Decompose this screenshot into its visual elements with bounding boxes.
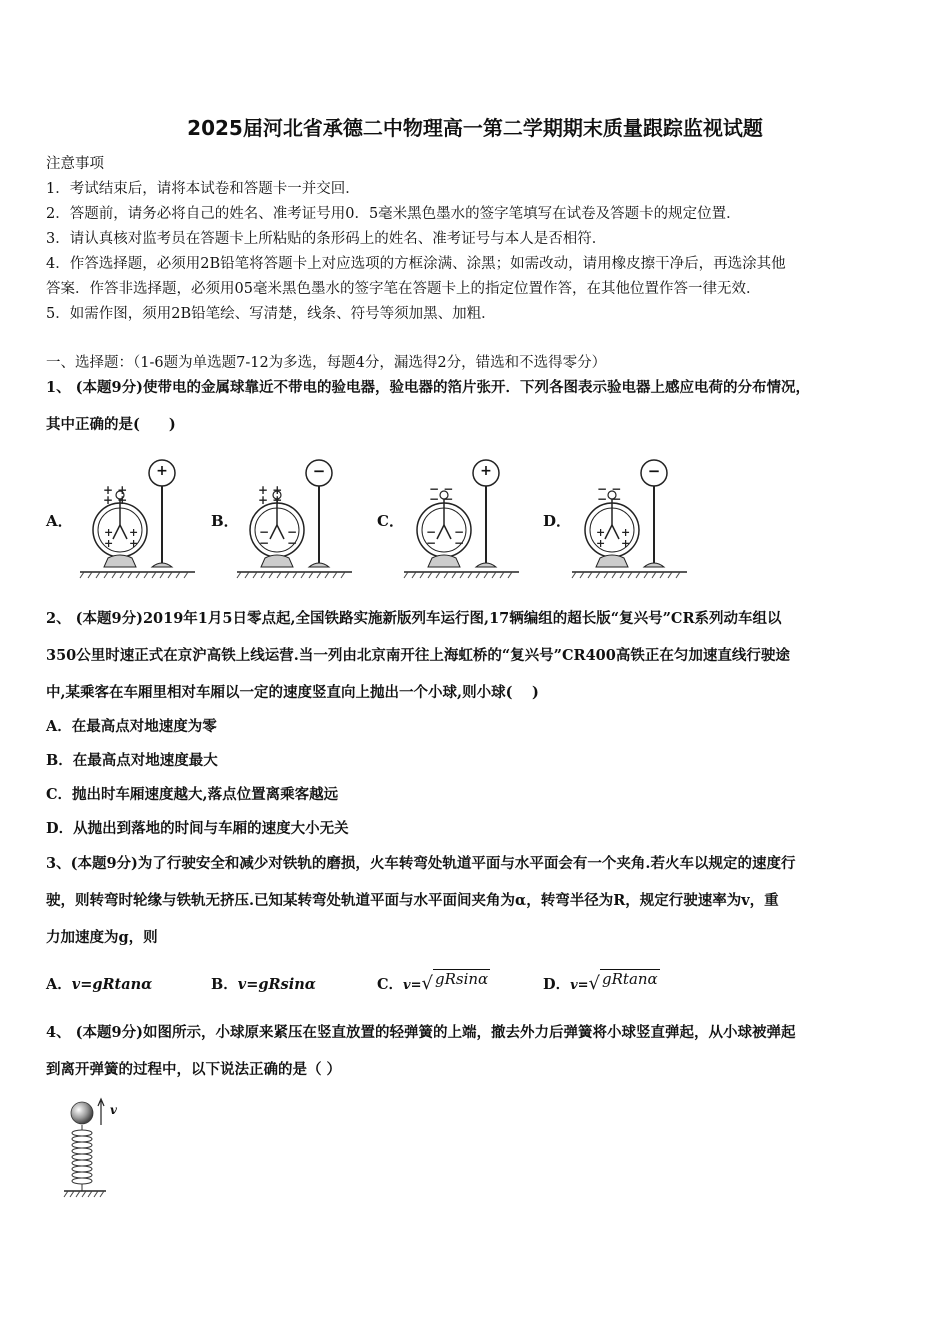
- q3-option-d-radicand: gRtanα: [602, 970, 658, 988]
- q3-option-a: [46, 973, 152, 994]
- q1-option-b-label: B．: [211, 512, 239, 530]
- notice-item: 5．如需作图，须用2B铅笔绘、写清楚，线条、符号等须加黑、加粗．: [46, 306, 496, 322]
- ball-sign-a: +: [156, 463, 168, 479]
- sqrt-sign: √: [588, 973, 601, 994]
- q4-stem-2: 到离开弹簧的过程中，以下说法正确的是（ ）: [46, 1061, 342, 1078]
- svg-text:+ +: + +: [103, 483, 128, 497]
- q3-option-c-radicand: gRsinα: [434, 970, 489, 988]
- q2-option-d: D．从抛出到落地的时间与车厢的速度大小无关: [46, 820, 349, 837]
- ball-sign-b: −: [312, 462, 326, 480]
- electroscope-figure-a: [80, 455, 200, 580]
- ball-sign-d: −: [647, 462, 661, 480]
- svg-text:+: +: [129, 537, 139, 550]
- svg-text:−: −: [454, 525, 465, 539]
- svg-text:+ +: + +: [258, 483, 283, 497]
- svg-text:−: −: [259, 525, 270, 539]
- q3-option-d-prefix: v=: [570, 978, 589, 993]
- notice-item: 4．作答选择题，必须用2B铅笔将答题卡上对应选项的方框涂满、涂黑；如需改动，请用橡皮擦干净后，再选涂其他: [46, 256, 786, 272]
- q3-stem-2: 驶，则转弯时轮缘与铁轨无挤压.已知某转弯处轨道平面与水平面间夹角为α，转弯半径为R，规定行驶速率为v，重: [46, 892, 779, 909]
- svg-text:− −: − −: [429, 482, 454, 496]
- svg-text:+: +: [596, 526, 606, 539]
- q1-option-d-label: D．: [543, 512, 572, 530]
- ball-sign-c: +: [480, 463, 492, 479]
- notice-item: 答案．作答非选择题，必须用05毫米黑色墨水的签字笔在答题卡上的指定位置作答，在其他位置作答一律无效．: [46, 281, 761, 297]
- svg-text:+: +: [621, 537, 631, 550]
- q3-option-d: [543, 970, 660, 994]
- q2-option-a: A．在最高点对地速度为零: [46, 718, 217, 735]
- q3-option-b: [211, 973, 316, 994]
- q2-option-c: C．抛出时车厢速度越大,落点位置离乘客越远: [46, 786, 339, 803]
- sqrt-sign: √: [421, 973, 433, 994]
- svg-text:−: −: [426, 525, 437, 539]
- electroscope-figure-b: [237, 455, 357, 580]
- svg-text:− −: − −: [429, 492, 454, 506]
- q1-option-a-label: A．: [46, 512, 73, 530]
- q3-option-c-label: C．: [377, 976, 404, 993]
- svg-text:−: −: [287, 525, 298, 539]
- section-heading: 一、选择题：（1-6题为单选题7-12为多选，每题4分，漏选得2分，错选和不选得零分）: [46, 355, 607, 371]
- notice-item: 2．答题前，请务必将自己的姓名、准考证号用0．5毫米黑色墨水的签字笔填写在试卷及答题卡的规定位置．: [46, 206, 741, 222]
- svg-text:−: −: [426, 536, 437, 550]
- svg-text:+: +: [129, 526, 139, 539]
- q1-option-c-label: C．: [377, 512, 404, 530]
- spring-ball-figure: [60, 1095, 130, 1205]
- velocity-label: v: [110, 1103, 117, 1117]
- svg-text:−: −: [454, 536, 465, 550]
- q3-stem: 3、(本题9分)为了行驶安全和减少对铁轨的磨损，火车转弯处轨道平面与水平面会有一个夹角.若火车以规定的速度行: [46, 855, 796, 872]
- q2-option-b: B．在最高点对地速度最大: [46, 752, 218, 769]
- svg-text:− −: − −: [597, 482, 622, 496]
- q4-stem: 4、 (本题9分)如图所示，小球原来紧压在竖直放置的轻弹簧的上端，撤去外力后弹簧将小球竖直弹起，从小球被弹起: [46, 1024, 796, 1041]
- q3-option-b-label: B．: [211, 976, 238, 993]
- electroscope-figure-c: [404, 455, 524, 580]
- svg-text:+ +: + +: [103, 493, 128, 507]
- notice-heading: 注意事项: [46, 156, 104, 172]
- svg-text:− −: − −: [597, 492, 622, 506]
- q3-option-c: [377, 970, 490, 994]
- electroscope-figure-d: [572, 455, 692, 580]
- q2-stem-2: 350公里时速正式在京沪高铁上线运营.当一列由北京南开往上海虹桥的“复兴号”CR400高铁正在匀加速直线行驶途: [46, 647, 790, 664]
- svg-text:+: +: [596, 537, 606, 550]
- svg-text:+ +: + +: [258, 493, 283, 507]
- q3-option-c-prefix: v=: [403, 978, 422, 993]
- svg-text:−: −: [287, 536, 298, 550]
- svg-text:+: +: [104, 526, 114, 539]
- notice-item: 3．请认真核对监考员在答题卡上所粘贴的条形码上的姓名、准考证号与本人是否相符．: [46, 231, 607, 247]
- q3-option-a-label: A．: [46, 976, 72, 993]
- q1-stem: 1、 (本题9分)使带电的金属球靠近不带电的验电器，验电器的箔片张开．下列各图表示验电器上感应电荷的分布情况，: [46, 379, 810, 396]
- q1-stem-2: 其中正确的是( ): [46, 416, 176, 433]
- q2-stem-3: 中,某乘客在车厢里相对车厢以一定的速度竖直向上抛出一个小球,则小球( ): [46, 684, 539, 701]
- q3-option-a-expr: v=gRtanα: [71, 976, 153, 993]
- q3-option-b-expr: v=gRsinα: [237, 976, 316, 993]
- q3-stem-3: 力加速度为g，则: [46, 929, 158, 946]
- q2-stem: 2、 (本题9分)2019年1月5日零点起,全国铁路实施新版列车运行图,17辆编组的超长版“复兴号”CR系列动车组以: [46, 610, 782, 627]
- exam-title: 2025届河北省承德二中物理高一第二学期期末质量跟踪监视试题: [187, 116, 763, 140]
- svg-text:+: +: [104, 537, 114, 550]
- svg-text:+: +: [621, 526, 631, 539]
- notice-item: 1．考试结束后，请将本试卷和答题卡一并交回．: [46, 181, 360, 197]
- svg-text:−: −: [259, 536, 270, 550]
- q3-option-d-label: D．: [543, 976, 571, 993]
